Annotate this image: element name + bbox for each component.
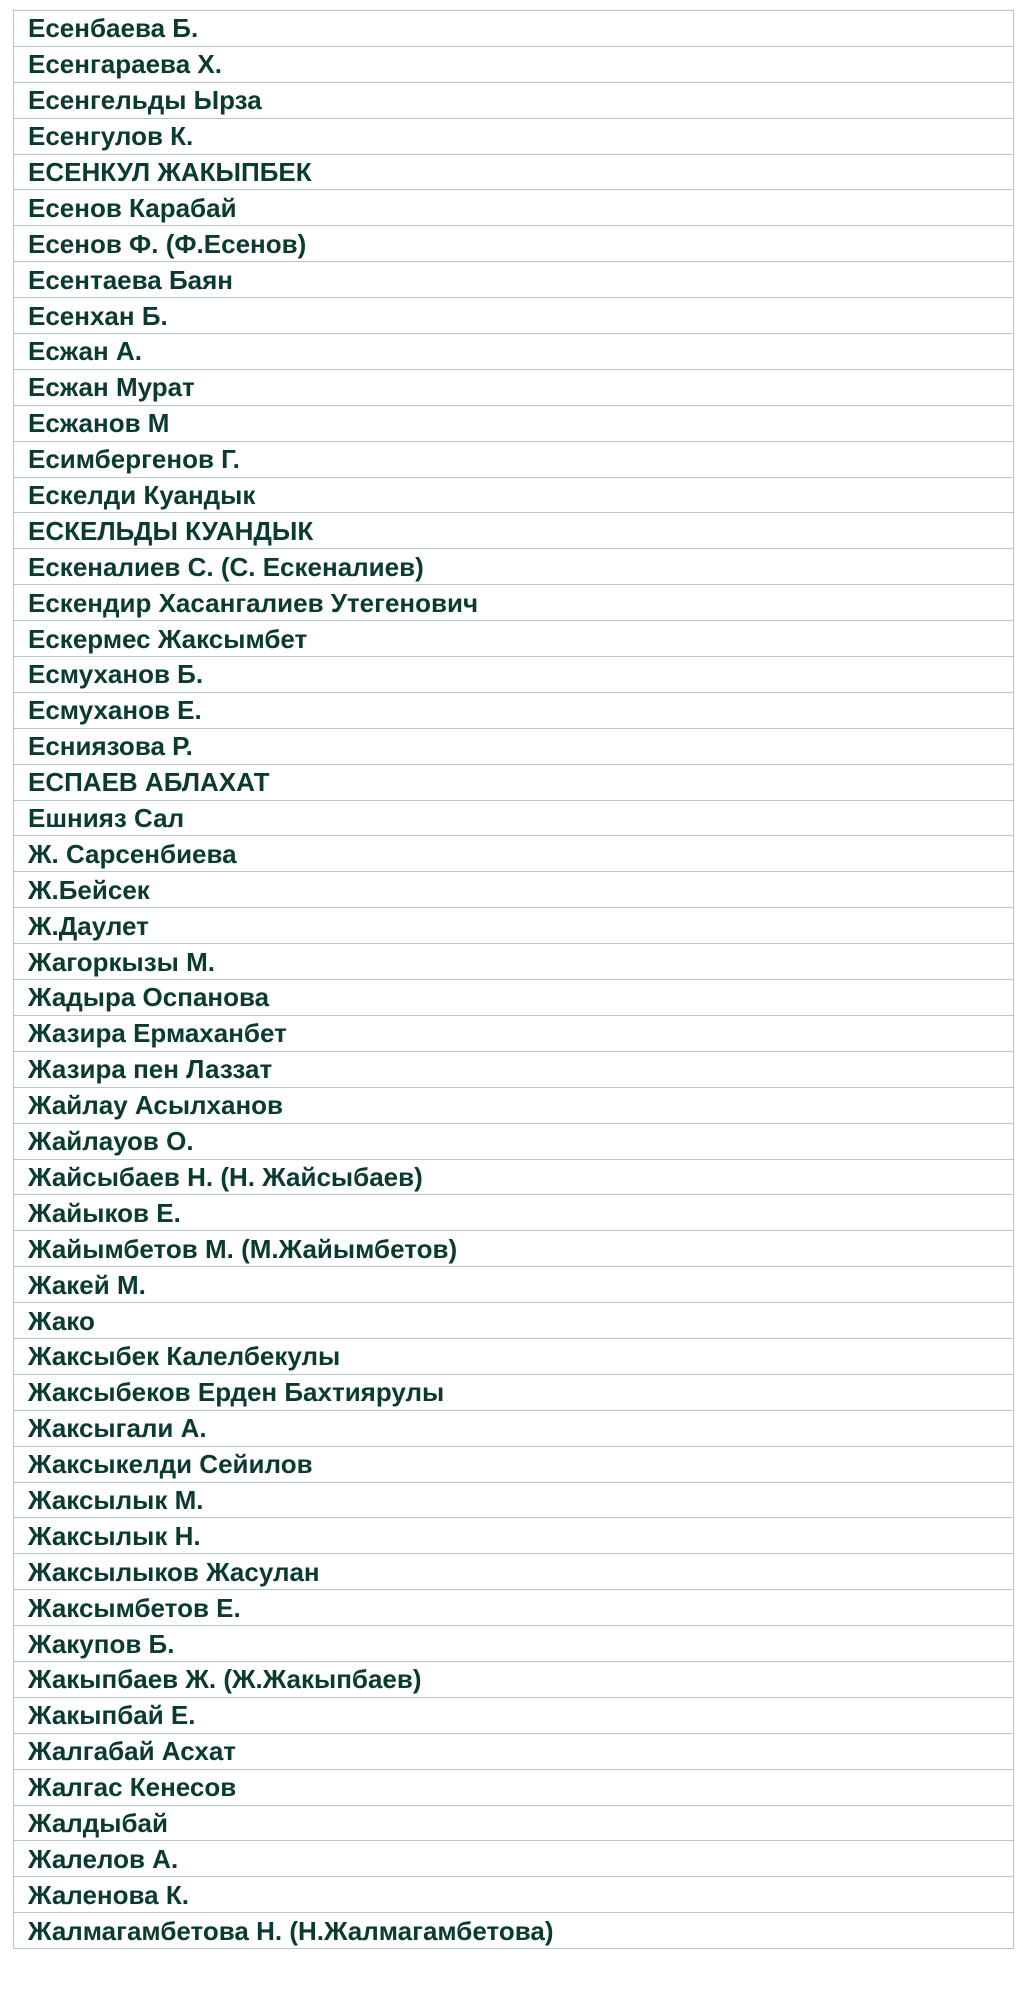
name-cell: Ж.Даулет — [14, 908, 1014, 944]
table-row — [14, 1626, 1014, 1662]
name-cell: Есниязова Р. — [14, 728, 1014, 764]
name-cell: Жакыпбай Е. — [14, 1697, 1014, 1733]
table-row — [14, 1697, 1014, 1733]
table-row — [14, 1123, 1014, 1159]
table-row — [14, 764, 1014, 800]
table-row — [14, 82, 1014, 118]
table-row — [14, 692, 1014, 728]
table-row — [14, 1805, 1014, 1841]
table-row — [14, 1051, 1014, 1087]
name-cell: Жаксымбетов Е. — [14, 1590, 1014, 1626]
name-cell: Есжан Мурат — [14, 369, 1014, 405]
table-row — [14, 728, 1014, 764]
table-row — [14, 1661, 1014, 1697]
table-row — [14, 262, 1014, 298]
table-row — [14, 621, 1014, 657]
name-cell: Ескеналиев С. (С. Ескеналиев) — [14, 549, 1014, 585]
table-row — [14, 1733, 1014, 1769]
table-row — [14, 226, 1014, 262]
name-cell: Жазира Ермаханбет — [14, 1015, 1014, 1051]
table-row — [14, 441, 1014, 477]
name-cell: Есенгельды Ырза — [14, 82, 1014, 118]
name-cell: Жаксыбеков Ерден Бахтиярулы — [14, 1374, 1014, 1410]
name-cell: Жаксыбек Калелбекулы — [14, 1338, 1014, 1374]
name-cell: Ж. Сарсенбиева — [14, 836, 1014, 872]
name-cell: Жако — [14, 1303, 1014, 1339]
table-row — [14, 1015, 1014, 1051]
table-row — [14, 1159, 1014, 1195]
name-cell: Жаленова К. — [14, 1877, 1014, 1913]
table-row — [14, 1482, 1014, 1518]
name-cell: Есжанов М — [14, 405, 1014, 441]
name-cell: Есенов Карабай — [14, 190, 1014, 226]
table-row — [14, 46, 1014, 82]
name-cell: Есенгараева Х. — [14, 46, 1014, 82]
table-row — [14, 1087, 1014, 1123]
name-cell: Жайлауов О. — [14, 1123, 1014, 1159]
table-row — [14, 369, 1014, 405]
table-row — [14, 477, 1014, 513]
name-cell: Жаксыкелди Сейилов — [14, 1446, 1014, 1482]
name-cell: Ескермес Жаксымбет — [14, 621, 1014, 657]
table-row — [14, 1518, 1014, 1554]
table-row — [14, 872, 1014, 908]
name-cell: Есенгулов К. — [14, 118, 1014, 154]
name-cell: Есмуханов Б. — [14, 657, 1014, 693]
name-cell: Жакей М. — [14, 1267, 1014, 1303]
name-cell: Есенов Ф. (Ф.Есенов) — [14, 226, 1014, 262]
name-cell: Жайыков Е. — [14, 1195, 1014, 1231]
table-row — [14, 1231, 1014, 1267]
table-row — [14, 944, 1014, 980]
name-cell: Есимбергенов Г. — [14, 441, 1014, 477]
name-cell: Ескендир Хасангалиев Утегенович — [14, 585, 1014, 621]
name-cell: Жалгабай Асхат — [14, 1733, 1014, 1769]
table-row — [14, 836, 1014, 872]
name-cell: Ешнияз Сал — [14, 800, 1014, 836]
name-cell: Жакыпбаев Ж. (Ж.Жакыпбаев) — [14, 1661, 1014, 1697]
name-cell: Жалгас Кенесов — [14, 1769, 1014, 1805]
name-cell: ЕСПАЕВ АБЛАХАТ — [14, 764, 1014, 800]
name-cell: Жагоркызы М. — [14, 944, 1014, 980]
name-cell: ЕСКЕЛЬДЫ КУАНДЫК — [14, 513, 1014, 549]
name-cell: Жадыра Оспанова — [14, 980, 1014, 1016]
table-row — [14, 1195, 1014, 1231]
table-row — [14, 1769, 1014, 1805]
table-row — [14, 154, 1014, 190]
table-row — [14, 118, 1014, 154]
name-cell: Жаксылык М. — [14, 1482, 1014, 1518]
table-row — [14, 334, 1014, 370]
table-row — [14, 980, 1014, 1016]
table-row — [14, 405, 1014, 441]
table-row — [14, 800, 1014, 836]
table-row — [14, 1590, 1014, 1626]
table-row — [14, 1877, 1014, 1913]
table-row — [14, 1410, 1014, 1446]
table-row — [14, 513, 1014, 549]
table-row — [14, 1338, 1014, 1374]
name-cell: Есжан А. — [14, 334, 1014, 370]
table-row — [14, 1913, 1014, 1949]
table-row — [14, 908, 1014, 944]
table-row — [14, 1303, 1014, 1339]
names-table-body — [14, 11, 1014, 1949]
table-row — [14, 1841, 1014, 1877]
name-cell: Жаксылыков Жасулан — [14, 1554, 1014, 1590]
name-cell: Есентаева Баян — [14, 262, 1014, 298]
name-cell: Ж.Бейсек — [14, 872, 1014, 908]
table-row — [14, 657, 1014, 693]
table-row — [14, 1554, 1014, 1590]
name-cell: Жаксылык Н. — [14, 1518, 1014, 1554]
name-cell: Ескелди Куандык — [14, 477, 1014, 513]
names-table — [13, 10, 1014, 1949]
table-row — [14, 1374, 1014, 1410]
table-row — [14, 1446, 1014, 1482]
name-cell: ЕСЕНКУЛ ЖАКЫПБЕК — [14, 154, 1014, 190]
table-row — [14, 549, 1014, 585]
table-row — [14, 190, 1014, 226]
table-row — [14, 1267, 1014, 1303]
name-cell: Жакупов Б. — [14, 1626, 1014, 1662]
name-cell: Жалмагамбетова Н. (Н.Жалмагамбетова) — [14, 1913, 1014, 1949]
table-row — [14, 11, 1014, 47]
name-cell: Жазира пен Лаззат — [14, 1051, 1014, 1087]
name-cell: Жаксыгали А. — [14, 1410, 1014, 1446]
name-cell: Жайымбетов М. (М.Жайымбетов) — [14, 1231, 1014, 1267]
name-cell: Есмуханов Е. — [14, 692, 1014, 728]
name-cell: Есенхан Б. — [14, 298, 1014, 334]
name-cell: Жайсыбаев Н. (Н. Жайсыбаев) — [14, 1159, 1014, 1195]
name-cell: Жайлау Асылханов — [14, 1087, 1014, 1123]
name-cell: Жалдыбай — [14, 1805, 1014, 1841]
table-row — [14, 585, 1014, 621]
table-row — [14, 298, 1014, 334]
name-cell: Жалелов А. — [14, 1841, 1014, 1877]
name-cell: Есенбаева Б. — [14, 11, 1014, 47]
